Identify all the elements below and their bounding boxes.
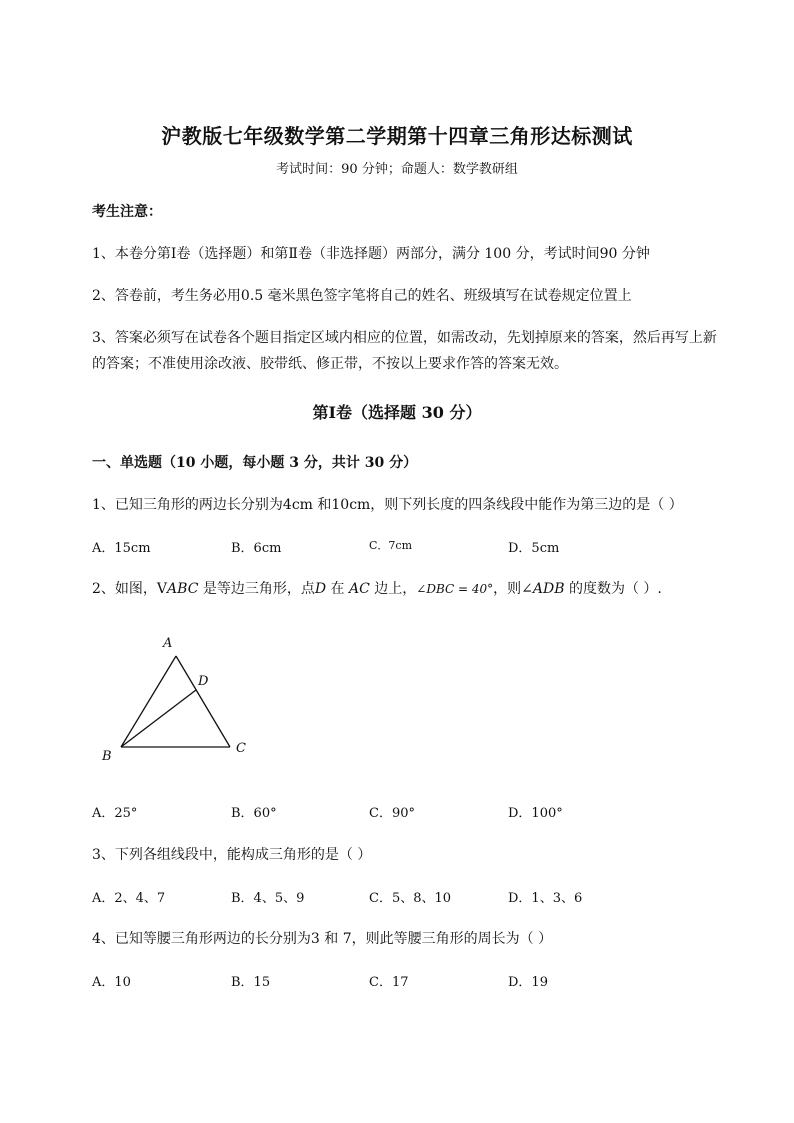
side-ab [121, 656, 176, 747]
question-1-option-c[interactable]: C．7cm [369, 539, 413, 552]
section-title: 第Ⅰ卷（选择题 30 分） [312, 403, 482, 422]
question-2-option-c[interactable]: C．90° [369, 806, 415, 821]
part-heading: 一、单选题（10 小题，每小题 3 分，共计 30 分） [92, 455, 418, 471]
question-1-option-d[interactable]: D．5cm [508, 541, 560, 556]
question-2-stem-part: ，则 [493, 581, 522, 597]
math-d: D [314, 581, 327, 597]
question-2-stem-part: 2、如图， [92, 581, 157, 597]
question-2-stem [92, 578, 662, 598]
notice-item-3-cont: 的答案；不准使用涂改液、胶带纸、修正带，不按以上要求作答的答案无效。 [92, 356, 568, 372]
question-4-option-c[interactable]: C．17 [369, 975, 409, 990]
triangle-symbol: V [156, 581, 168, 597]
notice-item-2: 2、答卷前，考生务必用0.5 毫米黑色签字笔将自己的姓名、班级填写在试卷规定位置上 [92, 288, 632, 304]
question-4-option-a[interactable]: A．10 [92, 975, 131, 990]
label-a: A [163, 636, 173, 651]
segment-bd [121, 690, 196, 747]
question-2-stem-part: 在 [326, 581, 350, 597]
label-d: D [198, 674, 209, 689]
question-2-stem-part: 的度数为（ ）. [564, 581, 662, 597]
math-ac: AC [349, 581, 370, 597]
page-title: 沪教版七年级数学第二学期第十四章三角形达标测试 [161, 124, 633, 148]
label-c: C [236, 741, 246, 756]
question-2-option-a[interactable]: A．25° [92, 806, 138, 821]
exam-info: 考试时间：90 分钟；命题人：数学教研组 [276, 162, 518, 177]
question-1-option-b[interactable]: B．6cm [231, 541, 282, 556]
question-2-option-d[interactable]: D．100° [508, 806, 563, 821]
question-2-option-b[interactable]: B．60° [231, 806, 277, 821]
question-3-stem: 3、下列各组线段中，能构成三角形的是（ ） [92, 847, 372, 863]
question-1-option-a[interactable]: A．15cm [92, 541, 151, 556]
notice-item-3: 3、答案必须写在试卷各个题目指定区域内相应的位置，如需改动，先划掉原来的答案，然后再写上新 [92, 330, 717, 346]
question-3-option-d[interactable]: D．1、3、6 [508, 891, 583, 906]
question-4-stem: 4、已知等腰三角形两边的长分别为3 和 7，则此等腰三角形的周长为（ ） [92, 931, 553, 947]
math-angle-dbc: ∠DBC = 40° [416, 582, 494, 596]
question-4-option-d[interactable]: D．19 [508, 975, 548, 990]
question-3-option-a[interactable]: A．2、4、7 [92, 891, 166, 906]
question-1-stem: 1、已知三角形的两边长分别为4cm 和10cm，则下列长度的四条线段中能作为第三边的是（ ） [92, 497, 683, 513]
question-2-stem-part: 是等边三角形，点 [198, 581, 315, 597]
side-ac [176, 656, 230, 747]
notice-item-1: 1、本卷分第Ⅰ卷（选择题）和第Ⅱ卷（非选择题）两部分，满分 100 分，考试时间90 分钟 [92, 246, 650, 262]
question-3-option-b[interactable]: B．4、5、9 [231, 891, 305, 906]
question-4-option-b[interactable]: B．15 [231, 975, 271, 990]
math-abc: ABC [167, 581, 199, 597]
triangle-figure [92, 628, 272, 778]
question-2-stem-part: 边上， [369, 581, 417, 597]
question-3-option-c[interactable]: C．5、8、10 [369, 891, 452, 906]
math-angle-adb: ∠ADB [521, 581, 565, 597]
notice-heading: 考生注意： [92, 204, 162, 220]
label-b: B [102, 749, 112, 764]
